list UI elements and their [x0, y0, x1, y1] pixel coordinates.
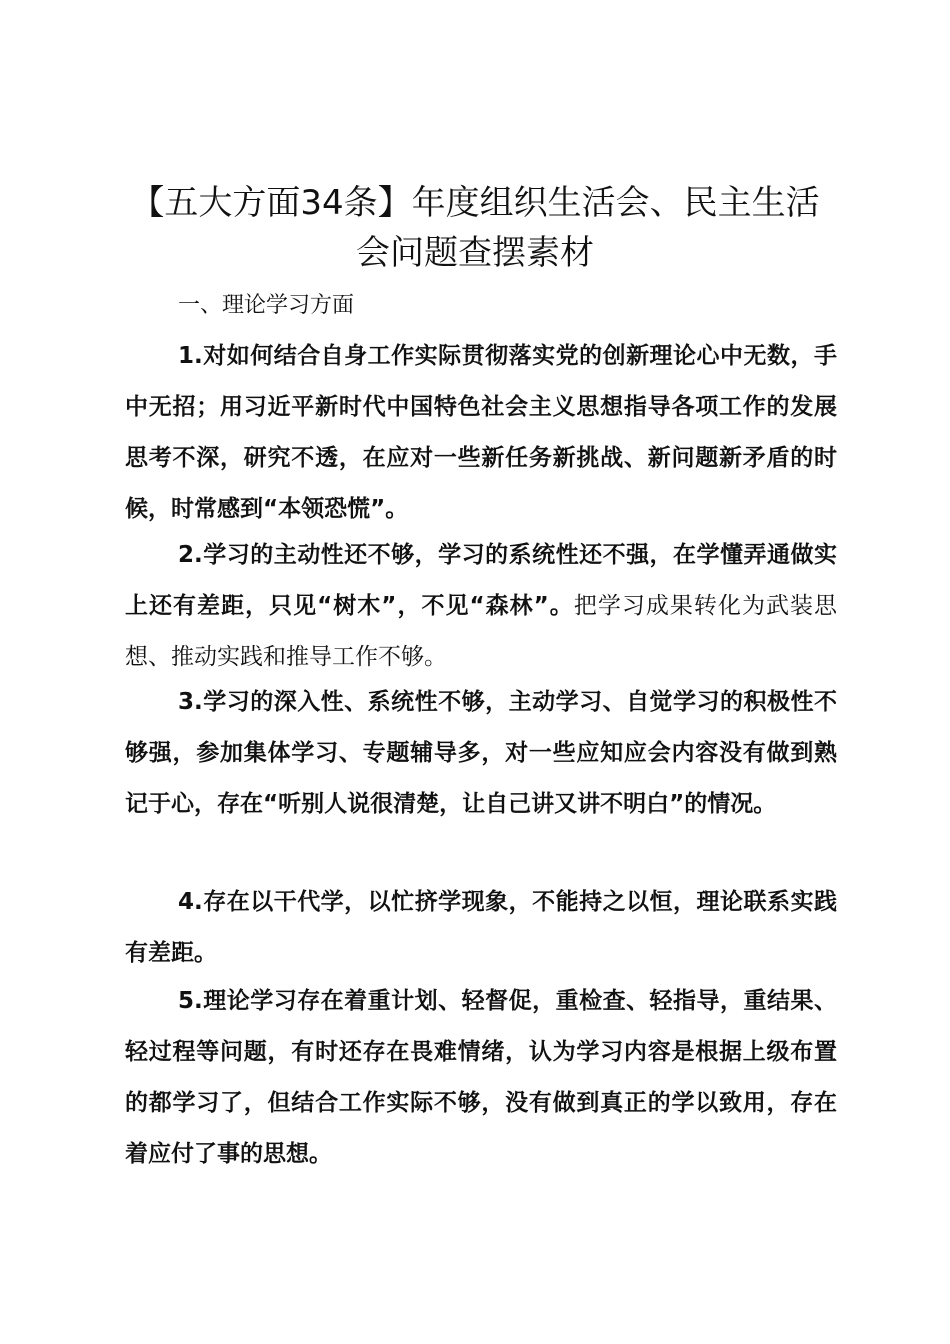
item-bold-text: 2.学习的主动性还不够，学习的系统性还不强，在学懂弄通做实上还有差距，只见“树木”，不见“森林”。	[125, 542, 837, 619]
list-item	[125, 877, 837, 979]
section-heading: 一、理论学习方面	[178, 293, 355, 318]
item-bold-text: 5.理论学习存在着重计划、轻督促，重检查、轻指导，重结果、轻过程等问题，有时还存在畏难情绪，认为学习内容是根据上级布置的都学习了，但结合工作实际不够，没有做到真正的学以致用，存在着应付了事的思想。	[125, 988, 837, 1167]
item-bold-text: 1.对如何结合自身工作实际贯彻落实党的创新理论心中无数，手中无招；用习近平新时代中国特色社会主义思想指导各项工作的发展思考不深，研究不透，在应对一些新任务新挑战、新问题新矛盾的时候，时常感到“本领恐慌”。	[125, 343, 837, 522]
document-title: 【五大方面34条】年度组织生活会、民主生活会问题查摆素材	[130, 183, 820, 273]
item-normal-text: 把学习成果转化为武装思想、推动实践和推导工作不够。	[125, 593, 838, 670]
list-item	[125, 677, 837, 830]
list-item	[125, 331, 837, 535]
list-item	[125, 530, 837, 683]
list-item	[125, 976, 837, 1180]
item-bold-text: 3.学习的深入性、系统性不够，主动学习、自觉学习的积极性不够强，参加集体学习、专题辅导多，对一些应知应会内容没有做到熟记于心，存在“听别人说很清楚，让自己讲又讲不明白”的情况。	[125, 689, 837, 817]
item-bold-text: 4.存在以干代学，以忙挤学现象，不能持之以恒，理论联系实践有差距。	[125, 889, 837, 966]
